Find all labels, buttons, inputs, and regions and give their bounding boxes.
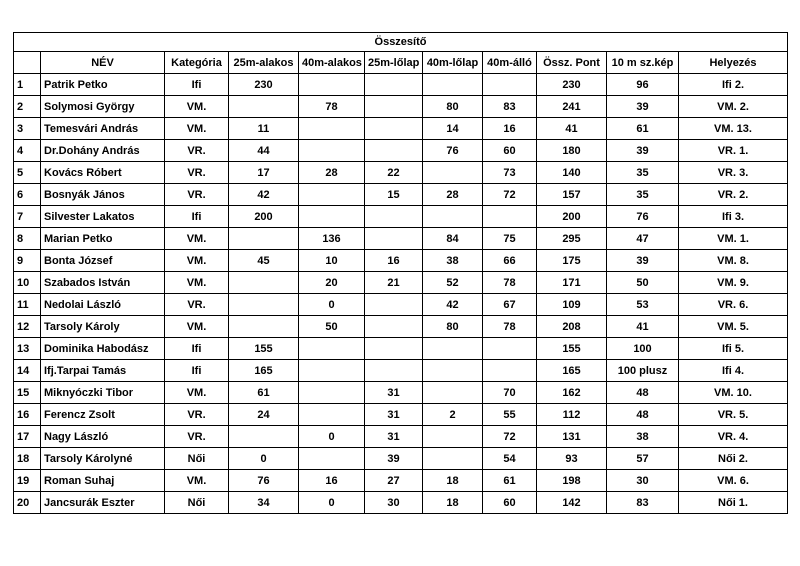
cell-col-40m-alakos [299,184,365,206]
cell-col-40m-alakos: 28 [299,162,365,184]
cell-col-category: VM. [165,118,229,140]
cell-col-25m-lolap: 22 [365,162,423,184]
cell-col-name: Bosnyák János [41,184,165,206]
cell-col-category: Ifi [165,206,229,228]
cell-col-10m-image: 41 [607,316,679,338]
cell-col-name: Silvester Lakatos [41,206,165,228]
cell-col-total-points: 41 [537,118,607,140]
cell-col-10m-image: 100 plusz [607,360,679,382]
cell-col-10m-image: 96 [607,74,679,96]
cell-col-placement: VM. 10. [679,382,788,404]
table-row [14,96,788,118]
cell-col-name: Patrik Petko [41,74,165,96]
cell-col-25m-lolap [365,338,423,360]
table-row [14,294,788,316]
cell-col-total-points: 295 [537,228,607,250]
cell-col-25m-lolap: 31 [365,404,423,426]
cell-col-25m-alakos: 61 [229,382,299,404]
cell-col-40m-alakos [299,448,365,470]
cell-col-rank: 14 [14,360,41,382]
cell-col-placement: VR. 1. [679,140,788,162]
cell-col-total-points: 109 [537,294,607,316]
results-table [13,32,788,514]
cell-col-name: Dominika Habodász [41,338,165,360]
table-row [14,162,788,184]
cell-col-40m-alakos [299,140,365,162]
cell-col-40m-alakos [299,404,365,426]
cell-col-category: VM. [165,272,229,294]
cell-col-category: VM. [165,96,229,118]
cell-col-25m-alakos: 11 [229,118,299,140]
cell-col-category: Ifi [165,74,229,96]
cell-col-40m-lolap: 80 [423,316,483,338]
cell-col-25m-alakos [229,272,299,294]
cell-col-25m-alakos: 44 [229,140,299,162]
cell-col-40m-allo [483,338,537,360]
cell-col-placement: Ifi 2. [679,74,788,96]
cell-col-25m-alakos [229,294,299,316]
cell-col-rank: 18 [14,448,41,470]
table-row [14,272,788,294]
cell-col-name: Bonta József [41,250,165,272]
cell-col-rank: 5 [14,162,41,184]
table-row [14,360,788,382]
cell-col-10m-image: 47 [607,228,679,250]
cell-col-25m-lolap [365,360,423,382]
table-row [14,206,788,228]
table-row [14,316,788,338]
cell-col-category: Női [165,448,229,470]
cell-col-10m-image: 57 [607,448,679,470]
cell-col-40m-allo [483,74,537,96]
cell-col-rank: 20 [14,492,41,514]
table-row [14,228,788,250]
cell-col-10m-image: 39 [607,140,679,162]
cell-col-25m-lolap: 31 [365,382,423,404]
cell-col-10m-image: 35 [607,162,679,184]
cell-col-40m-alakos: 0 [299,294,365,316]
cell-col-placement: VM. 2. [679,96,788,118]
table-row [14,404,788,426]
cell-col-40m-allo: 67 [483,294,537,316]
cell-col-40m-lolap: 28 [423,184,483,206]
table-row [14,74,788,96]
cell-col-category: Női [165,492,229,514]
cell-col-25m-lolap: 15 [365,184,423,206]
header-col-25m-alakos: 25m-alakos [229,52,299,74]
cell-col-40m-allo: 54 [483,448,537,470]
table-row [14,184,788,206]
cell-col-name: Miknyóczki Tibor [41,382,165,404]
cell-col-10m-image: 48 [607,382,679,404]
cell-col-40m-alakos: 0 [299,426,365,448]
cell-col-rank: 11 [14,294,41,316]
cell-col-40m-allo: 61 [483,470,537,492]
cell-col-40m-allo: 55 [483,404,537,426]
cell-col-10m-image: 39 [607,250,679,272]
cell-col-placement: Női 2. [679,448,788,470]
cell-col-40m-allo: 70 [483,382,537,404]
cell-col-total-points: 175 [537,250,607,272]
cell-col-category: VR. [165,162,229,184]
cell-col-25m-lolap: 39 [365,448,423,470]
cell-col-name: Kovács Róbert [41,162,165,184]
table-row [14,140,788,162]
cell-col-category: VM. [165,316,229,338]
cell-col-25m-lolap [365,294,423,316]
cell-col-name: Solymosi György [41,96,165,118]
header-col-10m-image: 10 m sz.kép [607,52,679,74]
header-col-25m-lolap: 25m-lőlap [365,52,423,74]
cell-col-placement: VM. 5. [679,316,788,338]
cell-col-placement: VM. 1. [679,228,788,250]
cell-col-40m-lolap [423,206,483,228]
cell-col-40m-allo [483,206,537,228]
cell-col-rank: 9 [14,250,41,272]
cell-col-25m-alakos [229,96,299,118]
cell-col-rank: 1 [14,74,41,96]
cell-col-rank: 17 [14,426,41,448]
cell-col-placement: VM. 13. [679,118,788,140]
cell-col-40m-lolap [423,74,483,96]
cell-col-40m-lolap: 18 [423,492,483,514]
cell-col-rank: 15 [14,382,41,404]
cell-col-placement: VM. 9. [679,272,788,294]
table-row [14,448,788,470]
cell-col-placement: VR. 3. [679,162,788,184]
cell-col-category: Ifi [165,338,229,360]
cell-col-rank: 12 [14,316,41,338]
cell-col-40m-lolap [423,162,483,184]
cell-col-total-points: 208 [537,316,607,338]
cell-col-total-points: 142 [537,492,607,514]
cell-col-40m-lolap: 76 [423,140,483,162]
cell-col-category: VR. [165,184,229,206]
header-col-placement: Helyezés [679,52,788,74]
cell-col-25m-lolap: 31 [365,426,423,448]
cell-col-25m-alakos: 45 [229,250,299,272]
table-row [14,338,788,360]
cell-col-rank: 8 [14,228,41,250]
cell-col-category: VM. [165,470,229,492]
header-col-40m-lolap: 40m-lőlap [423,52,483,74]
table-row [14,492,788,514]
cell-col-name: Tarsoly Károlyné [41,448,165,470]
cell-col-25m-alakos: 76 [229,470,299,492]
cell-col-total-points: 200 [537,206,607,228]
cell-col-40m-allo [483,360,537,382]
cell-col-25m-alakos [229,426,299,448]
cell-col-40m-alakos: 50 [299,316,365,338]
cell-col-name: Marian Petko [41,228,165,250]
cell-col-40m-allo: 60 [483,140,537,162]
cell-col-category: VM. [165,250,229,272]
cell-col-25m-alakos: 230 [229,74,299,96]
cell-col-40m-allo: 78 [483,272,537,294]
cell-col-40m-lolap [423,360,483,382]
cell-col-25m-alakos: 0 [229,448,299,470]
cell-col-25m-lolap [365,74,423,96]
cell-col-10m-image: 39 [607,96,679,118]
cell-col-40m-alakos [299,338,365,360]
table-row [14,426,788,448]
cell-col-placement: VR. 4. [679,426,788,448]
cell-col-25m-lolap: 21 [365,272,423,294]
cell-col-25m-lolap [365,228,423,250]
cell-col-name: Jancsurák Eszter [41,492,165,514]
cell-col-rank: 6 [14,184,41,206]
cell-col-10m-image: 61 [607,118,679,140]
cell-col-25m-lolap [365,316,423,338]
header-col-rank [14,52,41,74]
cell-col-category: Ifi [165,360,229,382]
cell-col-40m-lolap [423,338,483,360]
cell-col-40m-lolap [423,426,483,448]
cell-col-name: Dr.Dohány András [41,140,165,162]
cell-col-40m-alakos [299,382,365,404]
cell-col-category: VR. [165,426,229,448]
cell-col-40m-allo: 66 [483,250,537,272]
cell-col-placement: Ifi 3. [679,206,788,228]
cell-col-total-points: 162 [537,382,607,404]
cell-col-40m-alakos [299,206,365,228]
cell-col-name: Nedolai László [41,294,165,316]
cell-col-total-points: 140 [537,162,607,184]
cell-col-40m-lolap: 84 [423,228,483,250]
cell-col-25m-lolap [365,140,423,162]
cell-col-placement: VR. 5. [679,404,788,426]
cell-col-rank: 4 [14,140,41,162]
cell-col-10m-image: 53 [607,294,679,316]
cell-col-total-points: 131 [537,426,607,448]
header-col-category: Kategória [165,52,229,74]
cell-col-40m-alakos: 78 [299,96,365,118]
cell-col-25m-alakos: 200 [229,206,299,228]
cell-col-25m-alakos: 24 [229,404,299,426]
cell-col-40m-lolap: 42 [423,294,483,316]
cell-col-40m-lolap [423,448,483,470]
cell-col-40m-allo: 83 [483,96,537,118]
cell-col-placement: Ifi 4. [679,360,788,382]
cell-col-40m-allo: 16 [483,118,537,140]
header-col-name: NÉV [41,52,165,74]
cell-col-total-points: 230 [537,74,607,96]
cell-col-category: VR. [165,294,229,316]
cell-col-25m-lolap [365,96,423,118]
cell-col-25m-lolap: 16 [365,250,423,272]
cell-col-10m-image: 50 [607,272,679,294]
cell-col-total-points: 165 [537,360,607,382]
cell-col-25m-lolap [365,118,423,140]
cell-col-40m-lolap: 14 [423,118,483,140]
cell-col-40m-lolap: 18 [423,470,483,492]
cell-col-40m-lolap: 2 [423,404,483,426]
cell-col-category: VR. [165,404,229,426]
cell-col-25m-lolap: 27 [365,470,423,492]
cell-col-10m-image: 38 [607,426,679,448]
cell-col-40m-alakos: 10 [299,250,365,272]
cell-col-rank: 13 [14,338,41,360]
cell-col-40m-allo: 60 [483,492,537,514]
cell-col-25m-alakos [229,228,299,250]
cell-col-name: Szabados István [41,272,165,294]
cell-col-25m-lolap [365,206,423,228]
cell-col-25m-alakos: 155 [229,338,299,360]
cell-col-25m-lolap: 30 [365,492,423,514]
cell-col-total-points: 93 [537,448,607,470]
cell-col-total-points: 157 [537,184,607,206]
cell-col-name: Tarsoly Károly [41,316,165,338]
cell-col-placement: VR. 2. [679,184,788,206]
cell-col-total-points: 180 [537,140,607,162]
cell-col-25m-alakos: 34 [229,492,299,514]
cell-col-rank: 16 [14,404,41,426]
cell-col-10m-image: 30 [607,470,679,492]
cell-col-10m-image: 48 [607,404,679,426]
cell-col-25m-alakos: 165 [229,360,299,382]
cell-col-10m-image: 100 [607,338,679,360]
cell-col-rank: 2 [14,96,41,118]
cell-col-name: Nagy László [41,426,165,448]
cell-col-total-points: 198 [537,470,607,492]
cell-col-placement: VM. 8. [679,250,788,272]
cell-col-40m-alakos [299,360,365,382]
cell-col-rank: 7 [14,206,41,228]
cell-col-40m-alakos: 0 [299,492,365,514]
cell-col-category: VR. [165,140,229,162]
cell-col-name: Roman Suhaj [41,470,165,492]
cell-col-placement: VM. 6. [679,470,788,492]
cell-col-40m-allo: 72 [483,184,537,206]
cell-col-name: Ferencz Zsolt [41,404,165,426]
cell-col-total-points: 112 [537,404,607,426]
cell-col-10m-image: 76 [607,206,679,228]
header-col-40m-alakos: 40m-alakos [299,52,365,74]
cell-col-40m-alakos [299,118,365,140]
cell-col-40m-alakos: 20 [299,272,365,294]
cell-col-total-points: 171 [537,272,607,294]
cell-col-10m-image: 83 [607,492,679,514]
cell-col-40m-alakos: 16 [299,470,365,492]
cell-col-placement: Ifi 5. [679,338,788,360]
cell-col-25m-alakos: 42 [229,184,299,206]
cell-col-rank: 19 [14,470,41,492]
sheet-title: Összesítő [14,33,788,52]
cell-col-40m-lolap [423,382,483,404]
cell-col-40m-allo: 78 [483,316,537,338]
cell-col-40m-alakos: 136 [299,228,365,250]
cell-col-40m-lolap: 52 [423,272,483,294]
cell-col-name: Temesvári András [41,118,165,140]
table-row [14,382,788,404]
cell-col-total-points: 155 [537,338,607,360]
cell-col-25m-alakos [229,316,299,338]
table-row [14,470,788,492]
cell-col-10m-image: 35 [607,184,679,206]
cell-col-placement: Női 1. [679,492,788,514]
cell-col-total-points: 241 [537,96,607,118]
header-col-total-points: Össz. Pont [537,52,607,74]
cell-col-rank: 3 [14,118,41,140]
cell-col-40m-lolap: 80 [423,96,483,118]
cell-col-rank: 10 [14,272,41,294]
cell-col-40m-alakos [299,74,365,96]
table-row [14,250,788,272]
cell-col-name: Ifj.Tarpai Tamás [41,360,165,382]
cell-col-40m-lolap: 38 [423,250,483,272]
cell-col-40m-allo: 75 [483,228,537,250]
cell-col-25m-alakos: 17 [229,162,299,184]
table-row [14,118,788,140]
cell-col-category: VM. [165,228,229,250]
cell-col-placement: VR. 6. [679,294,788,316]
cell-col-40m-allo: 73 [483,162,537,184]
cell-col-40m-allo: 72 [483,426,537,448]
header-col-40m-allo: 40m-álló [483,52,537,74]
cell-col-category: VM. [165,382,229,404]
